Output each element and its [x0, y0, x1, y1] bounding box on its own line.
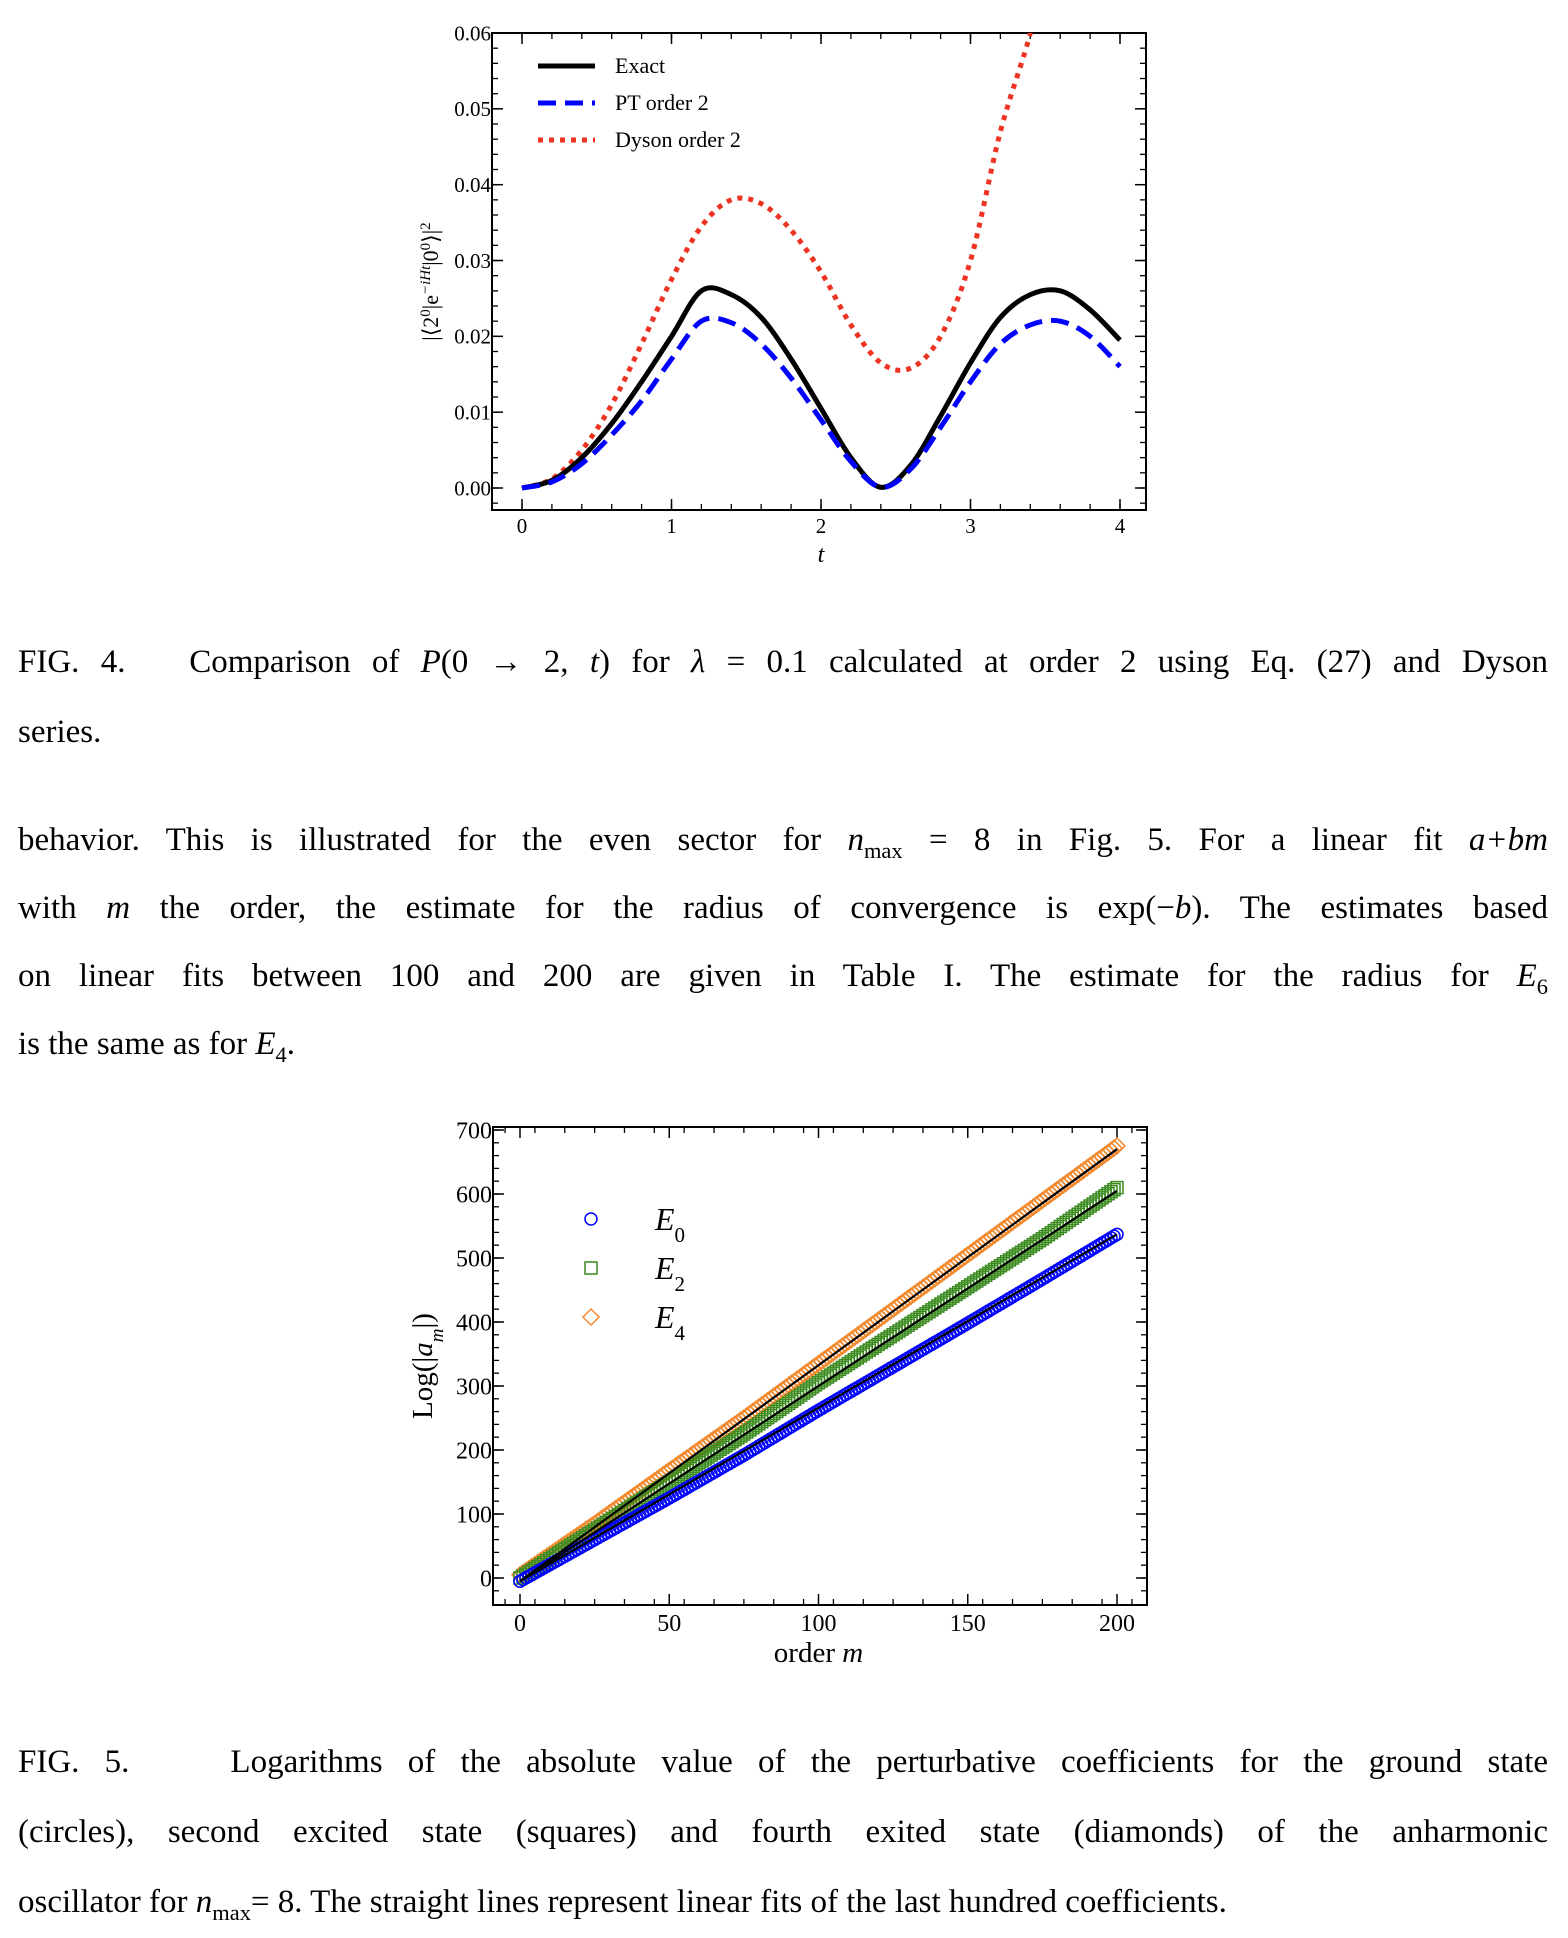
figure-4-legend	[538, 53, 741, 152]
x-tick-label: 1	[666, 514, 677, 538]
curve-exact	[522, 288, 1120, 488]
figure-4-label: FIG. 4.	[18, 644, 126, 680]
figure-5-caption-line-1: FIG. 5. Logarithms of the absolute value of the perturbative coefficients for the ground state	[18, 1744, 1549, 1780]
legend-label: Exact	[615, 53, 666, 78]
figure-5-caption-line-3: oscillator for $n_{max}= 8$. The straight lines represent linear fits of the last hundred coefficients.	[18, 1884, 1227, 1925]
y-tick-label: 0.05	[454, 97, 491, 122]
legend-label: $E_0$	[655, 1201, 686, 1247]
x-tick-label: 0	[516, 514, 528, 538]
y-tick-label: 0.00	[454, 476, 491, 501]
y-tick-label: 600	[456, 1182, 492, 1209]
y-tick-label: 0.06	[454, 21, 491, 46]
fit-line-e2	[520, 1191, 1117, 1581]
curve-dyson-order-2	[522, 0, 1038, 488]
x-tick-label: 50	[657, 1611, 682, 1637]
x-tick-label: 100	[800, 1611, 837, 1637]
figure-5-label: FIG. 5.	[18, 1744, 130, 1780]
x-tick-label: 4	[1114, 514, 1126, 538]
figure-4-plot	[0, 0, 1568, 580]
legend-label: PT order 2	[615, 90, 709, 115]
figure-4-curves	[522, 0, 1120, 488]
x-tick-label: 2	[815, 514, 827, 538]
paragraph-line-2: with m the order, the estimate for the radius of convergence is exp(−b). The estimates based	[18, 890, 1548, 926]
figure-4-caption	[18, 627, 1548, 767]
y-tick-label: 0.02	[454, 324, 491, 349]
x-axis-label: t	[817, 542, 825, 568]
y-tick-label: 0.01	[454, 400, 491, 425]
fit-line-e4	[520, 1149, 1117, 1581]
y-tick-label: 300	[456, 1374, 492, 1401]
y-tick-label: 400	[456, 1310, 492, 1337]
y-tick-label: 0.03	[454, 248, 491, 273]
y-tick-label: 0	[480, 1566, 492, 1593]
legend-label: Dyson order 2	[615, 127, 741, 152]
y-axis-label: $|⟨2^0|e^{-iHt}|0^0⟩|^2$	[418, 222, 443, 341]
figure-4-caption-line-1: FIG. 4. Comparison of P(0 → 2, t) for λ = 0.1 calculated at order 2 using Eq. (27) and Dyson	[18, 644, 1548, 680]
y-tick-label: 700	[456, 1118, 492, 1145]
x-tick-label: 3	[965, 514, 976, 538]
y-tick-label: 100	[456, 1502, 492, 1529]
y-tick-label: 200	[456, 1438, 492, 1465]
curve-pt-order-2	[522, 318, 1120, 488]
figure-5-caption	[18, 1727, 1548, 1937]
paragraph-line-4: is the same as for $E_4$.	[18, 1026, 295, 1067]
legend-label: $E_2$	[655, 1250, 686, 1296]
paragraph-line-1: behavior. This is illustrated for the even sector for $n_{max} = 8$ in Fig. 5. For a linear fit a+bm	[18, 822, 1548, 863]
figure-5-data	[512, 1138, 1125, 1587]
fit-line-e0	[520, 1234, 1117, 1581]
figure-5-legend	[583, 1201, 686, 1345]
body-paragraph	[18, 806, 1548, 1078]
x-axis-label: order m	[773, 1637, 864, 1669]
figure-4-caption-line-2: series.	[18, 714, 102, 750]
legend-label: $E_4$	[655, 1299, 686, 1345]
x-tick-label: 200	[1099, 1611, 1135, 1637]
x-tick-label: 150	[949, 1611, 986, 1637]
y-axis-label: $Log(|a_m|)$	[407, 1313, 448, 1419]
figure-5-plot	[0, 1100, 1568, 1700]
paragraph-line-3: on linear fits between 100 and 200 are given in Table I. The estimate for the radius for $E_6$	[18, 958, 1548, 999]
y-tick-label: 500	[456, 1246, 492, 1273]
x-tick-label: 0	[514, 1611, 526, 1637]
figure-5-caption-line-2: (circles), second excited state (squares) and fourth exited state (diamonds) of the anharmonic	[18, 1814, 1548, 1850]
y-tick-label: 0.04	[454, 173, 491, 198]
